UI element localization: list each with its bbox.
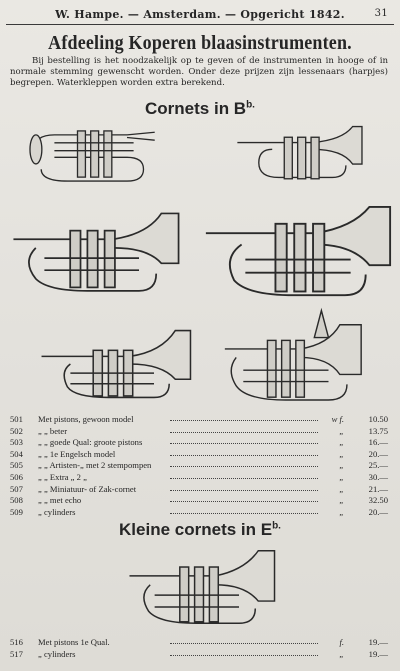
item-currency: w f.	[331, 414, 344, 424]
item-currency: „	[339, 471, 344, 482]
section-title-superscript: b.	[246, 99, 255, 111]
leader-dots	[170, 419, 318, 421]
price-list-cornets-bb	[10, 414, 388, 518]
item-currency: „	[339, 648, 344, 659]
item-description: „ „ Miniatuur- of Zak-cornet	[38, 483, 137, 494]
section-title-cornets-bb	[0, 99, 400, 119]
eb-cornet-icon	[128, 546, 276, 628]
item-currency: „	[339, 437, 344, 448]
item-description: „ „ 1e Engelsch model	[38, 448, 116, 459]
item-price: 13.75	[368, 425, 388, 436]
item-description: „ „ beter	[38, 425, 68, 436]
leader-dots	[170, 512, 318, 514]
item-currency: „	[339, 448, 344, 459]
leader-dots	[170, 454, 318, 456]
leader-dots	[170, 654, 318, 656]
item-number: 502	[10, 425, 23, 436]
cornet-5-icon	[38, 326, 194, 402]
item-price: 21.—	[368, 483, 388, 494]
price-row	[10, 414, 388, 426]
item-price: 20.—	[368, 448, 388, 459]
price-row	[10, 507, 388, 519]
section-title-kleine-cornets-eb	[0, 520, 400, 540]
item-number: 504	[10, 448, 23, 459]
cornet-illustration-1	[28, 120, 160, 192]
price-row	[10, 426, 388, 438]
item-currency: „	[339, 483, 344, 494]
item-description: „ cylinders	[38, 648, 76, 659]
item-number: 508	[10, 495, 23, 506]
item-description: „ „ Extra „ 2 „	[38, 471, 87, 482]
item-price: 16.—	[368, 437, 388, 448]
running-header	[6, 6, 394, 25]
price-row	[10, 460, 388, 472]
item-price: 32.50	[368, 495, 388, 506]
item-description: Met pistons 1e Qual.	[38, 637, 110, 647]
price-row	[10, 484, 388, 496]
item-description: „ „ goede Qual: groote pistons	[38, 437, 143, 448]
price-row	[10, 649, 388, 661]
price-row	[10, 472, 388, 484]
item-number: 517	[10, 648, 23, 659]
intro-paragraph: Bij bestelling is het noodzakelijk op te geven of de instrumenten in hooge of in normale stemming gewenscht worden. Onder deze prijzen zijn lessenaars (harpjes) begrepen. Waterkleppen worden extra berekend.	[10, 56, 388, 88]
item-number: 507	[10, 483, 23, 494]
leader-dots	[170, 489, 318, 491]
leader-dots	[170, 500, 318, 502]
cornet-4-icon	[204, 204, 392, 300]
item-price: 20.—	[368, 506, 388, 517]
cornet-illustration-6	[222, 306, 364, 406]
item-description: „ „ met echo	[38, 495, 82, 506]
cornet-1-icon	[28, 120, 160, 192]
section-title-superscript: b.	[272, 520, 281, 532]
header-text: W. Hampe. — Amsterdam. — Opgericht 1842.	[55, 8, 345, 21]
item-currency: „	[339, 425, 344, 436]
section-title-text: Kleine cornets in E	[119, 520, 273, 539]
cornet-illustration-3	[10, 210, 182, 296]
cornet-6-icon	[222, 306, 364, 406]
price-row	[10, 437, 388, 449]
item-price: 25.—	[368, 460, 388, 471]
item-price: 19.—	[368, 637, 388, 647]
item-currency: „	[339, 495, 344, 506]
page-number: 31	[374, 8, 388, 19]
cornet-illustration-5	[38, 326, 194, 402]
item-currency: f.	[339, 637, 344, 647]
item-number: 501	[10, 414, 23, 424]
item-description: Met pistons, gewoon model	[38, 414, 134, 424]
item-price: 19.—	[368, 648, 388, 659]
item-number: 505	[10, 460, 23, 471]
leader-dots	[170, 477, 318, 479]
eb-cornet-illustration	[128, 546, 276, 628]
item-currency: „	[339, 460, 344, 471]
item-currency: „	[339, 506, 344, 517]
item-number: 506	[10, 471, 23, 482]
cornet-illustration-2	[232, 120, 366, 192]
price-row	[10, 495, 388, 507]
leader-dots	[170, 465, 318, 467]
price-row	[10, 637, 388, 649]
leader-dots	[170, 442, 318, 444]
item-number: 509	[10, 506, 23, 517]
item-number: 503	[10, 437, 23, 448]
cornet-illustration-4	[204, 204, 392, 300]
price-row	[10, 449, 388, 461]
page-title: Afdeeling Koperen blaasinstrumenten.	[48, 32, 352, 54]
item-price: 30.—	[368, 471, 388, 482]
leader-dots	[170, 642, 318, 644]
item-description: „ cylinders	[38, 506, 76, 517]
price-list-kleine-cornets-eb	[10, 637, 388, 660]
item-description: „ „ Artisten-„ met 2 stempompen	[38, 460, 152, 471]
cornet-2-icon	[232, 120, 366, 192]
item-number: 516	[10, 637, 23, 647]
cornet-3-icon	[10, 210, 182, 296]
leader-dots	[170, 431, 318, 433]
section-title-text: Cornets in B	[145, 99, 247, 118]
item-price: 10.50	[368, 414, 388, 424]
